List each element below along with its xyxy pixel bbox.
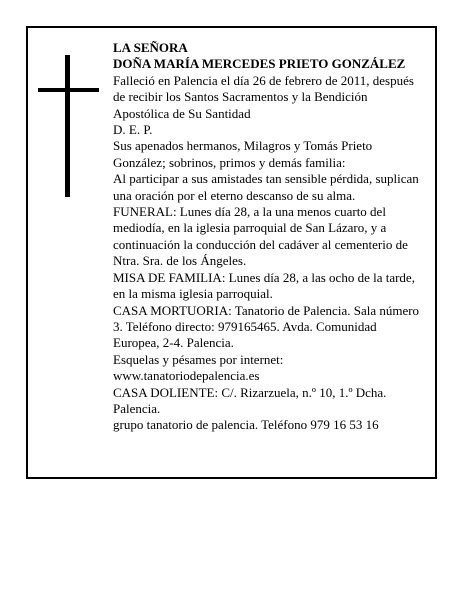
- mortuary-text: CASA MORTUORIA: Tanatorio de Palencia. Sala número 3. Teléfono directo: 979165465. Avda. Comunidad Europea, 2-4. Palencia.: [113, 302, 420, 351]
- cross-vertical-bar: [65, 55, 70, 197]
- condolences-text: Esquelas y pésames por internet: www.tanatoriodepalencia.es: [113, 351, 284, 384]
- mourners-text: Sus apenados hermanos, Milagros y Tomás Prieto González; sobrinos, primos y demás familia:: [113, 138, 373, 170]
- death-statement: Falleció en Palencia el día 26 de febrero de 2011, después de recibir los Santos Sacramentos y la Bendición Apostólica de Su Santidad: [113, 72, 414, 121]
- obituary-text: [113, 40, 425, 434]
- family-mass-text: MISA DE FAMILIA: Lunes día 28, a las ocho de la tarde, en la misma iglesia parroquial.: [113, 269, 415, 302]
- request-text: Al participar a sus amistades tan sensible pérdida, suplican una oración por el eterno descanso de su alma.: [113, 171, 419, 203]
- grieving-home-text: CASA DOLIENTE: C/. Rizarzuela, n.º 10, 1.º Dcha. Palencia.: [113, 384, 387, 416]
- heading-title: LA SEÑORA: [113, 40, 188, 55]
- heading-name: DOÑA MARÍA MERCEDES PRIETO GONZÁLEZ: [113, 56, 406, 72]
- rip-text: D. E. P.: [113, 122, 153, 138]
- footer-text: grupo tanatorio de palencia. Teléfono 979 16 53 16: [113, 417, 379, 433]
- funeral-text: FUNERAL: Lunes día 28, a la una menos cuarto del mediodía, en la iglesia parroquial de San Lázaro, y a continuación la conducción del cadáver al cementerio de Ntra. Sra. de los Ángeles.: [113, 204, 408, 269]
- cross-horizontal-bar: [38, 88, 99, 92]
